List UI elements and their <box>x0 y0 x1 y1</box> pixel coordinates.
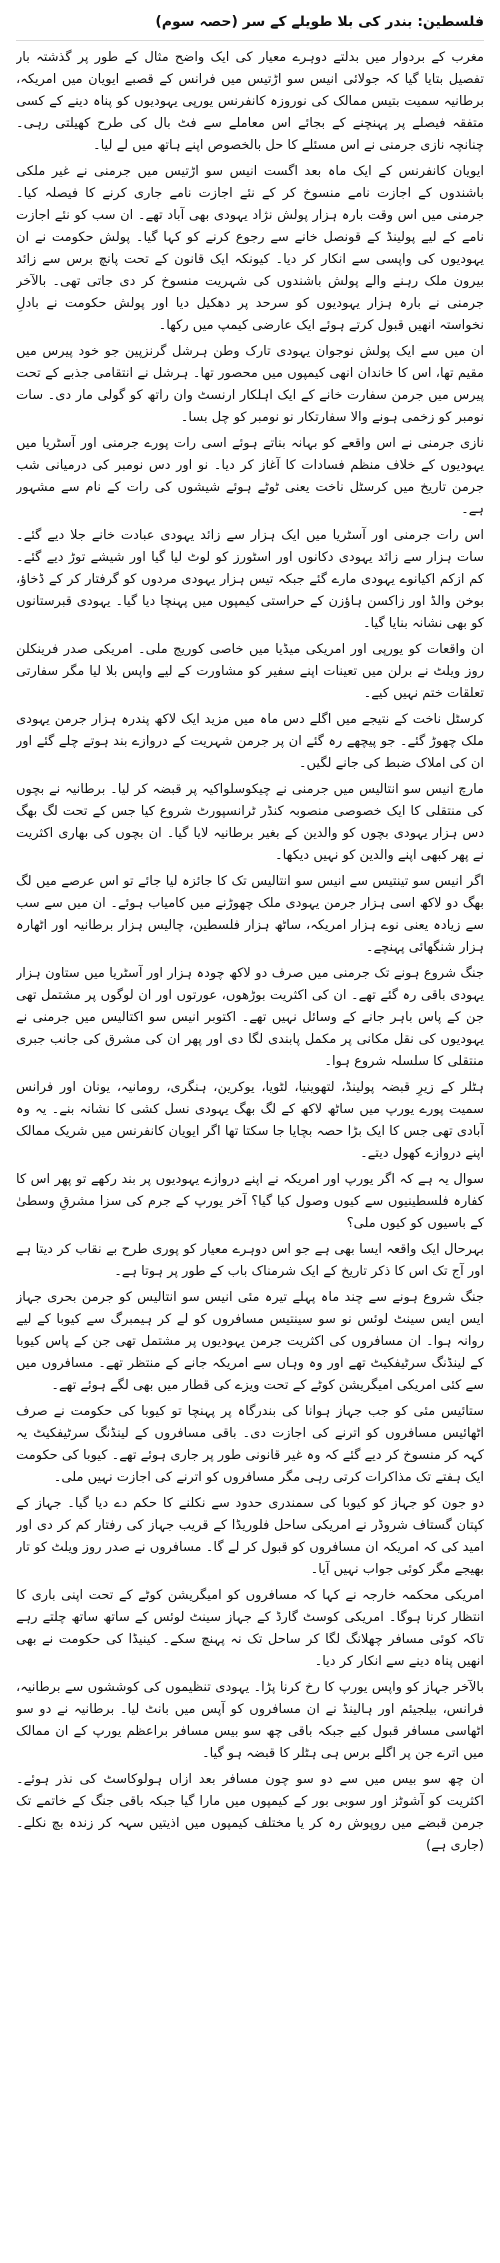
article-paragraph: جنگ شروع ہونے سے چند ماہ پہلے تیرہ مئی انیس سو انتالیس کو جرمن بحری جہاز ایس ایس سینٹ لوئس نو سو سینتیس مسافروں کو لے کر ہیمبرگ سے کیوبا کے لیے روانہ ہوا۔ ان مسافروں کی اکثریت جرمن یہودیوں پر مشتمل تھی جن کے پاس کیوبا کے لینڈنگ سرٹیفکیٹ تھے اور وہ وہاں سے امریکہ جانے کے منتظر تھے۔ مسافروں میں سے کئی امریکی امیگریشن کوٹے کے تحت ویزے کی قطار میں بھی لگے ہوئے تھے۔ <box>16 1290 484 1393</box>
article-paragraph: اس رات جرمنی اور آسٹریا میں ایک ہزار سے زائد یہودی عبادت خانے جلا دیے گئے۔ سات ہزار سے زائد یہودی دکانوں اور اسٹورز کو لوٹ لیا گیا اور شیشے توڑ دیے گئے۔ کم ازکم اکیانوے یہودی مارے گئے جبکہ تیس ہزار یہودی مردوں کو گرفتار کر کے ڈخاؤ، بوخن والڈ اور زاکسن ہاؤزن کے حراستی کیمپوں میں پہنچا دیا گیا۔ یہودی قبرستانوں کو بھی نشانہ بنایا گیا۔ <box>16 528 484 631</box>
article-paragraph: نازی جرمنی نے اس واقعے کو بہانہ بناتے ہوئے اسی رات پورے جرمنی اور آسٹریا میں یہودیوں کے خلاف منظم فسادات کا آغاز کر دیا۔ نو اور دس نومبر کی درمیانی شب جرمن تاریخ میں کرسٹل ناخت یعنی ٹوٹے ہوئے شیشوں کی رات کے نام سے مشہور ہے۔ <box>16 436 484 517</box>
article-paragraph: اگر انیس سو تینتیس سے انیس سو انتالیس تک کا جائزہ لیا جائے تو اس عرصے میں لگ بھگ دو لاکھ اسی ہزار جرمن یہودی ملک چھوڑنے میں کامیاب ہوئے۔ ان میں سے سب سے زیادہ یعنی نوے ہزار امریکہ، ساٹھ ہزار فلسطین، چالیس ہزار برطانیہ اور اٹھارہ ہزار شنگھائی پہنچے۔ <box>16 874 484 955</box>
article-paragraph: بہرحال ایک واقعہ ایسا بھی ہے جو اس دوہرے معیار کو پوری طرح بے نقاب کر دیتا ہے اور آج تک اس کا ذکر تاریخ کے ایک شرمناک باب کے طور پر ہوتا ہے۔ <box>16 1242 484 1279</box>
article-paragraph: سوال یہ ہے کہ اگر یورپ اور امریکہ نے اپنے دروازے یہودیوں پر بند رکھے تو پھر اس کا کفارہ فلسطینیوں سے کیوں وصول کیا گیا؟ آخر یورپ کے جرم کی سزا مشرقِ وسطیٰ کے باسیوں کو کیوں ملی؟ <box>16 1172 484 1231</box>
article-paragraph: مغرب کے بردوار میں بدلتے دوہرے معیار کی ایک واضح مثال کے طور پر گذشتہ بار تفصیل بتایا گیا کہ جولائی انیس سو اڑتیس میں فرانس کے قصبے ایویان میں امریکہ، برطانیہ سمیت بتیس ممالک کی نوروزہ کانفرنس یورپی یہودیوں کو پناہ دینے کے کسی متفقہ فیصلے پر پہنچنے کے بجائے اس معاملے سے فٹ بال کی طرح کھیلتی رہی۔ چنانچہ نازی جرمنی نے اس مسئلے کا حل بالخصوص اپنے ہاتھ میں لے لیا۔ <box>16 50 484 153</box>
article-paragraph: ایویان کانفرنس کے ایک ماہ بعد اگست انیس سو اڑتیس میں جرمنی نے غیر ملکی باشندوں کے اجازت نامے منسوخ کر کے نئے اجازت نامے جاری کرنے کا فیصلہ کیا۔ جرمنی میں اس وقت بارہ ہزار پولش نژاد یہودی بھی آباد تھے۔ ان سب کو نئے اجازت نامے کے لیے پولینڈ کے قونصل خانے سے رجوع کرنے کو کہا گیا۔ پولش حکومت نے ان یہودیوں کی واپسی سے انکار کر دیا۔ کیونکہ ایک قانون کے تحت پانچ برس سے زائد بیرون ملک رہنے والے پولش باشندوں کی شہریت منسوخ کر دی جاتی تھی۔ بالآخر جرمنی نے بارہ ہزار یہودیوں کو سرحد پر دھکیل دیا اور پولش حکومت نے بادلِ نخواستہ انھیں قبول کرتے ہوئے ایک عارضی کیمپ میں رکھا۔ <box>16 164 484 333</box>
article-body <box>16 47 484 2251</box>
article-paragraph: ستائیس مئی کو جب جہاز ہوانا کی بندرگاہ پر پہنچا تو کیوبا کی حکومت نے صرف اٹھائیس مسافروں کو اترنے کی اجازت دی۔ باقی مسافروں کے لینڈنگ سرٹیفکیٹ یہ کہہ کر منسوخ کر دیے گئے کہ وہ غیر قانونی طور پر جاری ہوئے تھے۔ کیوبا کی حکومت ایک ہفتے تک مذاکرات کرتی رہی مگر مسافروں کو اترنے کی اجازت نہیں ملی۔ <box>16 1404 484 1485</box>
article-paragraph: ہٹلر کے زیرِ قبضہ پولینڈ، لتھوینیا، لٹویا، یوکرین، ہنگری، رومانیہ، یونان اور فرانس سمیت پورے یورپ میں ساٹھ لاکھ کے لگ بھگ یہودی نسل کشی کا نشانہ بنے۔ یہ وہ آبادی تھی جس کا ایک بڑا حصہ بچایا جا سکتا تھا اگر ایویان کانفرنس میں شریک ممالک اپنے دروازے کھول دیتے۔ <box>16 1080 484 1161</box>
article-paragraph: جنگ شروع ہونے تک جرمنی میں صرف دو لاکھ چودہ ہزار اور آسٹریا میں ستاون ہزار یہودی باقی رہ گئے تھے۔ ان کی اکثریت بوڑھوں، عورتوں اور ان لوگوں پر مشتمل تھی جن کے پاس باہر جانے کے وسائل نہیں تھے۔ اکتوبر انیس سو اکتالیس میں جرمنی نے یہودیوں کی نقل مکانی پر مکمل پابندی لگا دی اور پھر ان کی مشرق کی جانب جبری منتقلی کا سلسلہ شروع ہوا۔ <box>16 966 484 1069</box>
article-title: فلسطین: بندر کی بلا طویلے کے سر (حصہ سوم) <box>16 10 484 41</box>
article-paragraph: بالآخر جہاز کو واپس یورپ کا رخ کرنا پڑا۔ یہودی تنظیموں کی کوششوں سے برطانیہ، فرانس، بیلجیئم اور ہالینڈ نے ان مسافروں کو آپس میں بانٹ لیا۔ برطانیہ نے دو سو اٹھاسی مسافر قبول کیے جبکہ باقی چھ سو بیس مسافر براعظم یورپ کے ان ممالک میں اترے جن پر اگلے برس ہی ہٹلر کا قبضہ ہو گیا۔ <box>16 1680 484 1761</box>
article-paragraph: ان چھ سو بیس میں سے دو سو چون مسافر بعد ازاں ہولوکاسٹ کی نذر ہوئے۔ اکثریت کو آشوٹز اور سوبی بور کے کیمپوں میں مارا گیا جبکہ باقی جنگ کے خاتمے تک جرمن قبضے میں روپوش رہ کر یا مختلف کیمپوں میں اذیتیں سہہ کر زندہ بچ نکلے۔ (جاری ہے) <box>16 1772 484 1853</box>
article-paragraph: کرسٹل ناخت کے نتیجے میں اگلے دس ماہ میں مزید ایک لاکھ پندرہ ہزار جرمن یہودی ملک چھوڑ گئے۔ جو پیچھے رہ گئے ان پر جرمن شہریت کے دروازے بند ہوتے چلے گئے اور ان کی املاک ضبط کی جانے لگیں۔ <box>16 712 484 771</box>
article-paragraph: مارچ انیس سو انتالیس میں جرمنی نے چیکوسلواکیہ پر قبضہ کر لیا۔ برطانیہ نے بچوں کی منتقلی کا ایک خصوصی منصوبہ کنڈر ٹرانسپورٹ شروع کیا جس کے تحت لگ بھگ دس ہزار یہودی بچوں کو والدین کے بغیر برطانیہ لایا گیا۔ ان بچوں کی بھاری اکثریت نے پھر کبھی اپنے والدین کو نہیں دیکھا۔ <box>16 782 484 863</box>
article-paragraph: ان واقعات کو یورپی اور امریکی میڈیا میں خاصی کوریج ملی۔ امریکی صدر فرینکلن روز ویلٹ نے برلن میں تعینات اپنے سفیر کو مشاورت کے لیے واپس بلا لیا مگر سفارتی تعلقات ختم نہیں کیے۔ <box>16 642 484 701</box>
article-paragraph: دو جون کو جہاز کو کیوبا کی سمندری حدود سے نکلنے کا حکم دے دیا گیا۔ جہاز کے کپتان گستاف شروڈر نے امریکی ساحل فلوریڈا کے قریب جہاز کی رفتار کم کر دی اور امید کی کہ امریکہ ان مسافروں کو قبول کر لے گا۔ مسافروں نے صدر روز ویلٹ کو تار بھیجے مگر کوئی جواب نہیں آیا۔ <box>16 1496 484 1577</box>
article-paragraph: ان میں سے ایک پولش نوجوان یہودی تارک وطن ہرشل گرنزپین جو خود پیرس میں مقیم تھا، اس کا خاندان انھی کیمپوں میں محصور تھا۔ ہرشل نے انتقامی جذبے کے تحت پیرس میں جرمن سفارت خانے کے ایک اہلکار ارنسٹ وان راتھ کو گولی مار دی۔ سات نومبر کو زخمی ہونے والا سفارتکار نو نومبر کو چل بسا۔ <box>16 344 484 425</box>
article-paragraph: امریکی محکمہ خارجہ نے کہا کہ مسافروں کو امیگریشن کوٹے کے تحت اپنی باری کا انتظار کرنا ہوگا۔ امریکی کوسٹ گارڈ کے جہاز سینٹ لوئس کے ساتھ ساتھ چلتے رہے تاکہ کوئی مسافر چھلانگ لگا کر ساحل تک نہ پہنچ سکے۔ کینیڈا کی حکومت نے بھی انھیں پناہ دینے سے انکار کر دیا۔ <box>16 1588 484 1669</box>
